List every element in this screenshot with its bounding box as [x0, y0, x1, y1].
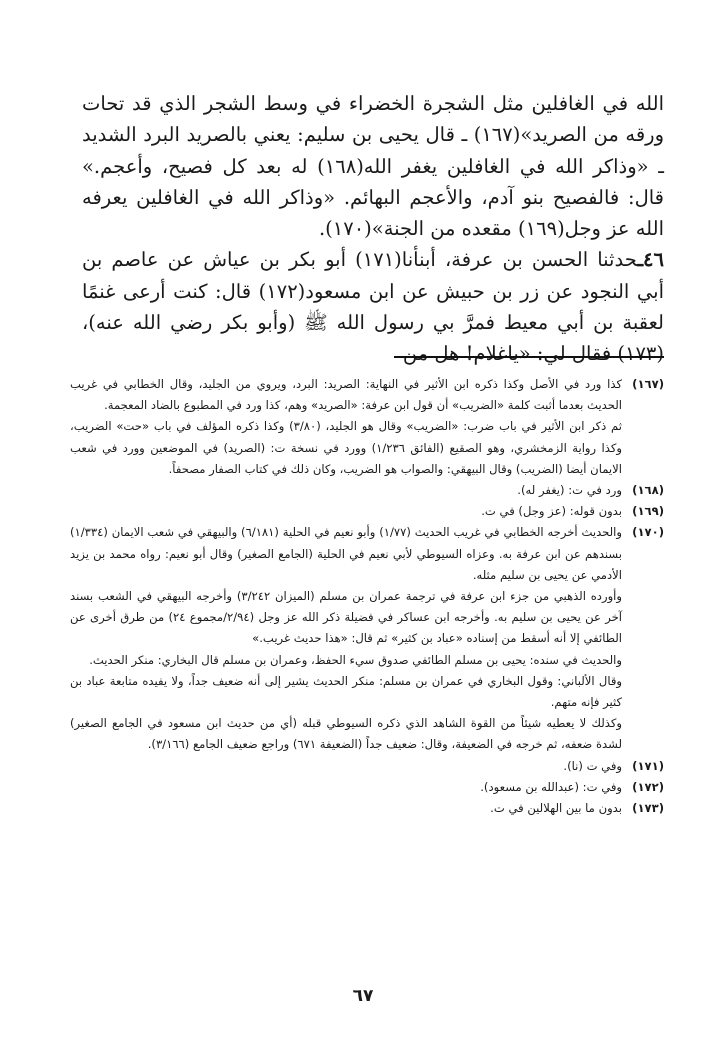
- footnote-173: [70, 798, 664, 819]
- footnote-text: وأورده الذهبي من جزء ابن عرفة في ترجمة عمران بن مسلم (الميزان ٣/٢٤٢) وأخرجه البيهقي في الشعب بسند آخر عن يحيى بن سليم به. وأخرجه ابن عساكر في فضيلة ذكر الله عز وجل (٢/٩٤/مجموع ٢٤) من طرق أخرى عن الطائفي إلا أنه أسقط من إسناده «عباد بن كثير» ثم قال: «هذا حديث غريب.»: [70, 589, 622, 646]
- footnote-divider: [394, 356, 664, 358]
- footnote-text: والحديث أخرجه الخطابي في غريب الحديث (١/٧٧) وأبو نعيم في الحلية (٦/١٨١) والبيهقي في شعب الايمان (١/٣٣٤) بسندهم عن ابن عرفة به. وعزاه السيوطي لأبي نعيم في الحلية (الجامع الصغير) وقال أبو نعيم: رواه محمد بن يزيد الأدمي عن يحيى بن سليم مثله.: [70, 525, 622, 582]
- footnote-number: (١٦٨): [632, 483, 664, 498]
- footnote-number: (١٦٧): [632, 377, 664, 391]
- footnote-text: وكذلك لا يعطيه شيئاً من القوة الشاهد الذي ذكره السيوطي قبله (أي من حديث ابن مسعود في الجامع الصغير) لشدة ضعفه، ثم خرجه في الضعيفة، وقال: ضعيف جداً (الضعيفة ٦٧١) وراجع ضعيف الجامع (٣/١٦٦).: [70, 716, 622, 752]
- footnote-text: بدون قوله: (عز وجل) في ت.: [481, 504, 622, 519]
- footnote-172: [70, 777, 664, 798]
- footnote-number: (١٧٠): [632, 525, 664, 540]
- hadith-paragraph: [82, 244, 664, 369]
- footnote-number: (١٧٢): [632, 779, 664, 794]
- footnote-text: بدون ما بين الهلالين في ت.: [490, 801, 622, 816]
- footnote-text: والحديث في سنده: يحيى بن مسلم الطائفي صدوق سيء الحفظ، وعمران بن مسلم قال البخاري: منكر الحديث.: [89, 652, 622, 667]
- footnote-number: (١٧١): [632, 758, 664, 773]
- footnote-number: (١٦٩): [632, 504, 664, 519]
- footnote-169: [70, 501, 664, 522]
- footnote-text: ورد في ت: (يغفر له).: [517, 483, 622, 498]
- hadith-number: ٤٦ـ: [637, 248, 664, 272]
- footnote-170: [70, 522, 664, 755]
- page-number: ٦٧: [352, 986, 374, 1006]
- footnote-167: [70, 374, 664, 480]
- footnote-168: [70, 480, 664, 501]
- main-text: [82, 88, 664, 370]
- footnote-text: وفي ت (نا).: [563, 758, 622, 773]
- footnote-text: وفي ت: (عبدالله بن مسعود).: [480, 779, 622, 794]
- footnote-text: وقال الألباني: وقول البخاري في عمران بن مسلم: منكر الحديث يشير إلى أنه ضعيف جداً، ولا يفيده متابعة عباد بن كثير فإنه متهم.: [70, 673, 622, 710]
- footnote-number: (١٧٣): [632, 801, 664, 816]
- main-paragraph: الله في الغافلين مثل الشجرة الخضراء في وسط الشجر الذي قد تحات ورقه من الصريد»(١٦٧) ـ قال يحيى بن سليم: يعني بالصريد البرد الشديد ـ «وذاكر الله في الغافلين يغفر الله(١٦٨) له بعد كل فصيح، وأعجم.» قال: فالفصيح بنو آدم، والأعجم البهائم. «وذاكر الله في الغافلين يعرفه الله عز وجل(١٦٩) مقعده من الجنة»(١٧٠).: [82, 92, 664, 241]
- footnotes: [70, 374, 664, 819]
- hadith-text: حدثنا الحسن بن عرفة، أبنأنا(١٧١) أبو بكر بن عياش عن عاصم بن أبي النجود عن زر بن حبيش عن ابن مسعود(١٧٢) قال: كنت أرعى غنمًا لعقبة بن أبي معيط فمرَّ بي رسول الله ﷺ (وأبو بكر رضي الله عنه)،(١٧٣) فقال لي: «ياغلام! هل من: [82, 248, 664, 366]
- footnote-text: ثم ذكر ابن الأثير في باب ضرب: «الضريب» وقال هو الجليد، (٣/٨٠) وكذا ذكره المؤلف في باب «حت» الضريب، وكذا رواية الزمخشري، وهو الصقيع (الفائق ١/٢٣٦) وورد في نسخة ت: (الصريد) في الموضعين وورد في شعب الايمان أيضا (الضريب) وقال البيهقي: والصواب هو الضريب، وكان ذلك في كتاب الصفار مصحفاً.: [70, 419, 622, 476]
- footnote-text: كذا ورد في الأصل وكذا ذكره ابن الأثير في النهاية: الصريد: البرد، ويروي من الجليد، وقال الخطابي في غريب الحديث بعدما أثبت كلمة «الضريب» أن قول ابن عرفة: «الصريد» وهم، كذا ورد في المطبوع بالضاد المعجمة.: [70, 377, 622, 413]
- footnote-171: [70, 756, 664, 777]
